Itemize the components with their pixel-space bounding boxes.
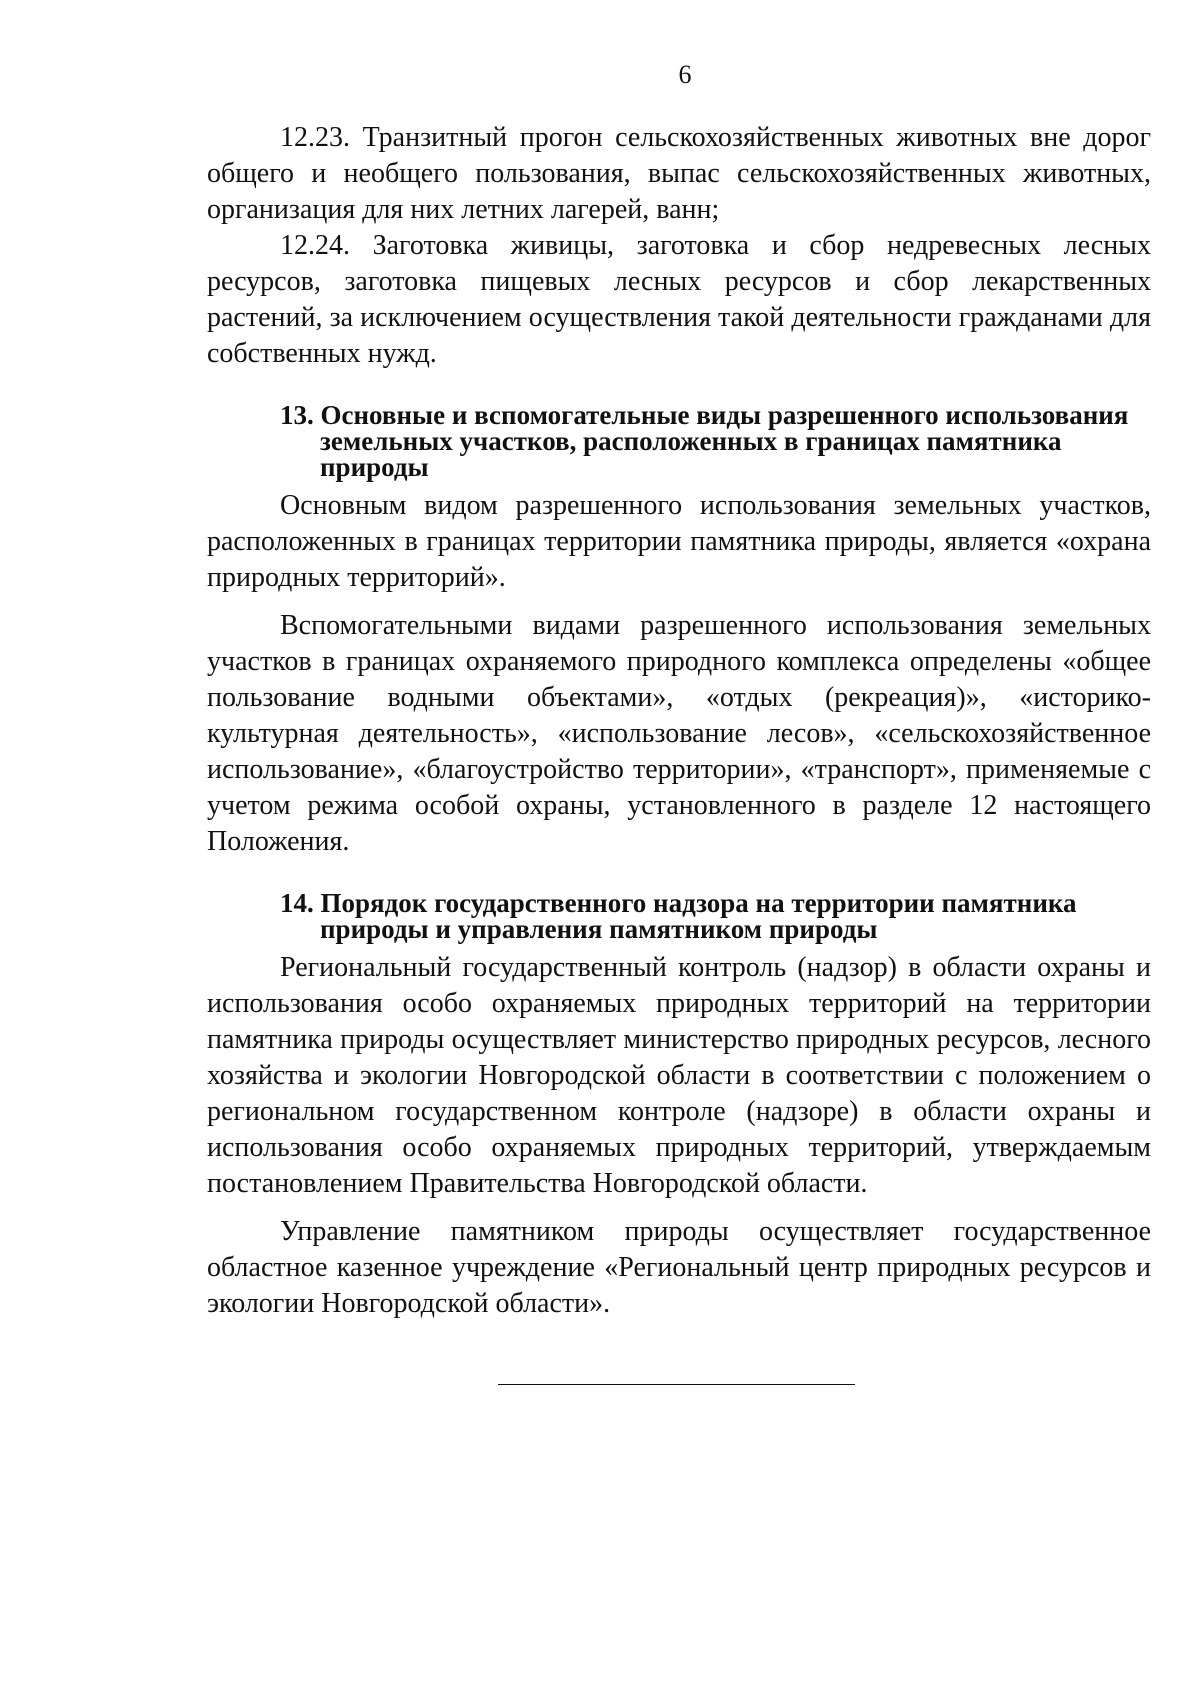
section-13-paragraph-1: Основным видом разрешенного использования земельных участков, расположенных в границах территории памятника природы, является «охрана природных территорий». <box>207 490 1151 593</box>
section-13-heading-line1: 13. Основные и вспомогательные виды разрешенного использования <box>280 400 1129 430</box>
section-13-heading-line2: земельных участков, расположенных в границах памятника <box>320 426 1062 456</box>
spacer <box>207 372 1151 402</box>
section-14-paragraph-2: Управление памятником природы осуществляет государственное областное казенное учреждение «Региональный центр природных ресурсов и экологии Новгородской области». <box>207 1216 1151 1319</box>
section-14-paragraph-1: Региональный государственный контроль (надзор) в области охраны и использования особо охраняемых природных территорий на территории памятника природы осуществляет министерство природных ресурсов, лесного хозяйства и экологии Новгородской области в соответствии с положением о региональном государственном контроле (надзоре) в области охраны и использования особо охраняемых природных территорий, утверждаемым постановлением Правительства Новгородской области. <box>207 952 1151 1199</box>
section-13-heading-line3: природы <box>320 452 429 482</box>
page-number: 6 <box>678 60 692 89</box>
section-13-paragraph-2: Вспомогательными видами разрешенного использования земельных участков в границах охраняемого природного комплекса определены «общее пользование водными объектами», «отдых (рекреация)», «историко-культурная деятельность», «использование лесов», «сельскохозяйственное использование», «благоустройство территории», «транспорт», применяемые с учетом режима особой охраны, установленного в разделе 12 настоящего Положения. <box>207 610 1151 857</box>
spacer <box>207 860 1151 890</box>
section-13-heading <box>207 402 1151 480</box>
clause-12-24: 12.24. Заготовка живицы, заготовка и сбор недревесных лесных ресурсов, заготовка пищевых лесных ресурсов и сбор лекарственных растений, за исключением осуществления такой деятельности гражданами для собственных нужд. <box>207 230 1151 369</box>
document-body <box>207 120 1151 1322</box>
section-14-heading-line1: 14. Порядок государственного надзора на территории памятника <box>280 888 1077 918</box>
section-14-heading-line2: природы и управления памятником природы <box>320 914 878 944</box>
section-14-heading <box>207 890 1151 942</box>
end-of-document-rule <box>498 1384 855 1385</box>
clause-12-23: 12.23. Транзитный прогон сельскохозяйственных животных вне дорог общего и необщего пользования, выпас сельскохозяйственных животных, организация для них летних лагерей, ванн; <box>207 122 1151 225</box>
